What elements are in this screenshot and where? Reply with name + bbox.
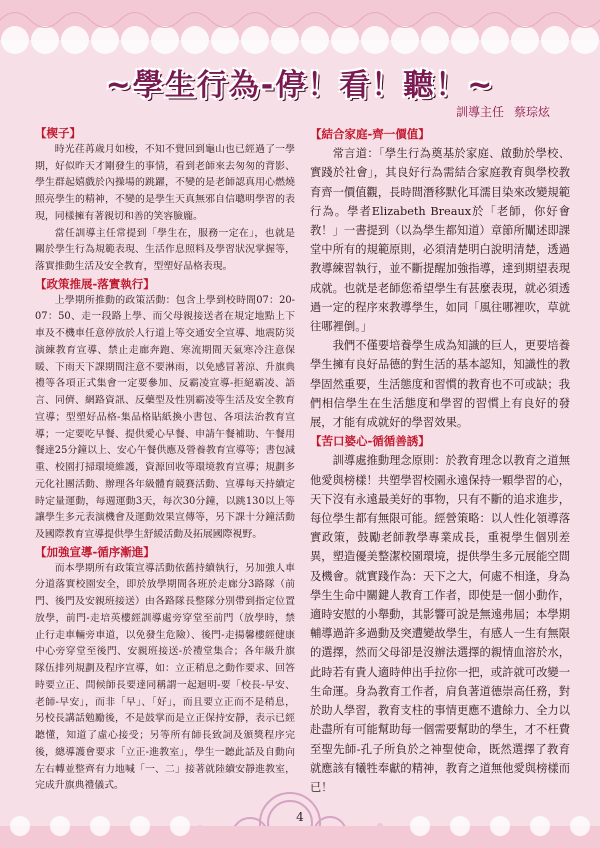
paragraph: 當任訓導主任常提到「學生在，服務一定在」，也就是關於學生行為規範表現、生活作息照料及學習狀況掌握等，落實推動生活及安全教育，型塑好品格表現。 <box>35 227 295 272</box>
column-left <box>35 125 295 795</box>
paragraph: 上學期所推動的政策活動：包含上學到校時間07：20-07：50、走一段路上學、而父母親接送者在規定地點上下車及不機車任意停放於人行道上等交通安全宣導、地震防災演練教育宣導、禁止走廊奔跑、寒流期間天氣寒冷注意保暖、下雨天下課期間注意不要淋雨，以免感冒著涼、升旗典禮等各項正式集會一定要參加、反霸凌宣導-拒絕霸凌、語言、同儕、網路資訊、反藥型及性別霸凌等生活及安全教育宣導；型塑好品格-集品格貼紙換小書包、各項法治教育宣導；一定要吃早餐、提供愛心早餐、申請午餐補助、午餐用餐達25分鐘以上、安心午餐供應及營養教育宣導等；書包減重、校園打掃環境維護，資源回收等環境教育宣導；規劃多元化社團活動、辦理各年級體育競賽活動、宣導每天持續定時定量運動，每週運動3天，每次30分鐘，以跳130以上等讓學生多元表演機會及運動效果宣傳等，另下課十分鐘活動及國際教育宣導提供學生舒緩活動及拓展國際視野。 <box>35 294 295 540</box>
paragraph: 訓導處推動理念原則：於教育理念以教育之道無他愛與榜樣！共塑學習校園永遠保持一顆學習的心，天下沒有永遠最美好的事物，只有不斷的追求進步，每位學生都有無限可能。經營策略：以人性化領導落實政策，鼓勵老師教學專業成長，重視學生個別差異，塑造優美整潔校園環境，提供學生多元展能空間及機會。就實踐作為：天下之大，何處不相逢，身為學生生命中關鍵人教育工作者，即使是一個小動作，適時安慰的小舉動，其影響可說是無遠弗屆；本學期輔導過許多過動及突遭變故學生，有感人一生有無限的選擇，然而父母卻是沒辦法選擇的親情血溶於水，此時若有貴人適時伸出手拉你一把，或許就可改變一生命運。身為教育工作者，肩負著道德崇高任務，對於助人學習，教育支柱的事情更應不遺餘力、全力以赴盡所有可能幫助每一個需要幫助的學生，才不枉費至聖先師-孔子所負於之神聖使命，既然選擇了教育就應該有犧牲奉獻的精神，教育之道無他愛與榜樣而已！ <box>310 454 570 794</box>
page-title: ~學生行為-停！看！聽！~ <box>105 68 495 103</box>
paragraph: 時光荏苒歲月如梭，不知不覺回到龜山也已經過了一學期，好似昨天才剛發生的事情，看到老師來去匆匆的背影、學生群起嬉戲於內操場的跳躍，不變的是老師認真用心燃燒照亮學生的精神，不變的是學生天真無邪自信聰明學習的表現，同樣擁有著親切和善的笑容臉龐。 <box>35 143 295 222</box>
page-number: 4 <box>296 810 304 824</box>
section-heading-heart: 【苦口婆心-循循善誘】 <box>310 434 430 449</box>
section-heading-intro: 【楔子】 <box>35 126 81 140</box>
paragraph: 而本學期所有政策宣導活動依舊持續執行，另加強人車分道落實校園安全，即於放學期間各班於走廊分3路隊（前門、後門及安親班接送）由各路隊長整隊分別帶到指定位置放學，前門-走培英樓經訓導處旁穿堂至前門（放學時，禁止行走車輛旁車道，以免發生危險）、後門-走揚馨樓經健康中心旁穿堂至後門、安親班接送-於禮堂集合；各年級升旗隊伍排列規劃及程序宣導，如：立正稍息之動作要求、回答時要立正、問候師長要達同稱謂一起迴明-要「校長-早安、老師-早安」，而非「早」、「好」，而且要立正而不是稍息，另校長講話勉勵後，不是鼓掌而是立正保持安靜，表示已經聽懂，知道了虛心接受；另等所有師長致詞及頒獎程序完後，總導護會要求「立正-進教室」，學生一聽此話及自動向左右轉並整齊有力地喊「一、二」接著就陸續安靜進教室，完成升旗典禮儀式。 <box>35 562 295 792</box>
section-heading-policy: 【政策推展-落實執行】 <box>35 276 155 291</box>
section-heading-enforce: 【加強宣導-循序漸進】 <box>35 544 155 559</box>
paragraph: 常言道：「學生行為奠基於家庭、啟動於學校、實踐於社會」，其良好行為需結合家庭教育與學校教育齊一價值觀，長時間潛移默化耳濡目染來改變規範行為。學者Elizabeth Breaux於「老師，你好會教！」一書提到（以為學生都知道）章節所闡述即課堂中所有的規範原則，必須清楚明白說明清楚，透過教導練習執行，並不斷提醒加強指導，達到期望表現成就。也就是老師您希望學生有甚麼表現，就必須透過一定的程序來教導學生，如同「風往哪裡吹，草就往哪裡倒。」 <box>310 147 570 334</box>
author-line <box>446 103 550 120</box>
author-role: 訓導主任 <box>455 105 504 119</box>
lace-border-top <box>0 0 600 62</box>
column-right <box>310 125 570 797</box>
author-name: 蔡琮炫 <box>513 105 550 119</box>
section-heading-family: 【結合家庭-齊一價值】 <box>310 127 430 141</box>
paragraph: 我們不僅要培養學生成為知識的巨人，更要培養學生擁有良好品德的對生活的基本認知，知識性的教學固然重要，生活態度和習慣的教育也不可或缺；我們相信學生在生活態度和學習的習慣上有良好的發展，才能有成就好的學習效果。 <box>310 339 570 430</box>
